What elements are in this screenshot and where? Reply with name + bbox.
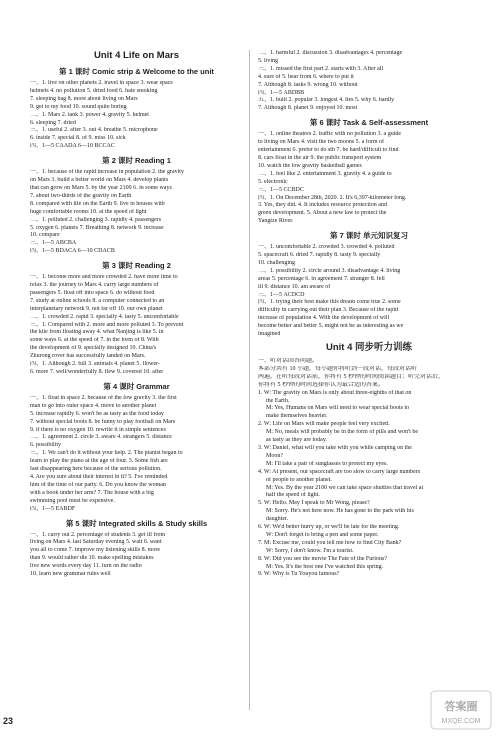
answer-line: that can grow on Mars 5. by the year 2100 6. in some ways [30,184,172,191]
answer-line: 三、1—5 ABCBA [30,240,77,247]
section-heading: 第 6 课时 Task & Self-assessment [309,118,429,128]
answer-line: 一、1. become more and more crowded 2. have more time to [30,274,178,281]
column-divider [249,50,250,710]
answer-line: of people to another planet. [266,476,332,483]
answer-line: 三、1—5 CCBDC [258,186,304,193]
answer-line: daughter. [266,516,289,523]
answer-line: 7. without special boots 8. be funny to play football on Mars [30,418,176,425]
answer-line: difficulty in carrying out their plan 3. Because of the rapid [258,307,399,314]
answer-line: 7. study at online schools 8. a computer connected to an [30,297,165,304]
answer-line: to living on Mars 4. visit the two moons 5. a form of [258,139,384,146]
answer-line: 四、1—5 EABDF [30,505,76,512]
answer-line: on Mars 3. build a better world on Mars 4. develop plants [30,177,169,184]
section-heading: 第 1 课时 Comic strip & Welcome to the unit [59,67,214,76]
answer-line: 一、1. carry out 2. percentage of students 3. get ill from [30,531,166,538]
answer-line: you all to come 7. improve my listening skills 8. more [30,547,160,554]
answer-line: M: Yes, Humans on Mars will need to wear special boots to [266,405,410,412]
answer-line: 一、1. uncomfortable 2. crowded 3. crowded 4. polluted [258,244,395,251]
answer-line: W: Sorry, I don't know. I'm a tourist. [266,547,354,554]
answer-line: him of the time of our party. 6. Do you know the woman [30,481,166,488]
answer-line: 5. electronic [258,178,288,185]
answer-line: 6. inside 7. special 8. of 9. miss 10. sick [30,135,126,142]
answer-line: the development of 9. specially designed 10. China's [30,345,157,352]
answer-line: 3. W: Daniel, what will you take with you while camping on the [258,444,412,451]
answer-line: huge comfortable rooms 10. at the speed of light [30,208,147,215]
answer-line: 6. possibility [30,442,62,449]
watermark-main-text: 答案圈 [444,701,478,713]
answer-line: 10. compare [30,232,60,239]
answer-line: 5. spacecraft 6. dried 7. rapidly 8. tasty 9. specially [258,252,381,259]
answer-line: M: Sorry. He's not here now. He has gone to the park with his [266,508,414,515]
answer-line: 二、1. Mars 2. tank 3. power 4. gravity 5. helmet [30,111,149,118]
answer-line: 一、听对话回答问题。 [258,358,319,364]
answer-line: passengers 5. float off into space 6. do without food [30,289,155,296]
answer-line: M: Yes. By the year 2100 we can take space shuttles that travel at [266,484,424,491]
answer-line: 四、1. On December 28th, 2020. 2. It's 6,397-kilometer long. [258,194,407,201]
page-number: 23 [3,716,14,726]
answer-line: the kite from floating away 4. what Nanjing is like 5. in [30,329,164,336]
answer-line: 5. oxygen 6. planets 7. Breathing 8. network 9. increase [30,224,164,231]
answer-line: some ways 6. at the speed of 7. in the form of 8. With [30,337,159,344]
answer-line: 8. cars float in the air 9. the public transport system [258,154,382,161]
answer-line: 9. if there is no oxygen 10. rewrite it in simple sentences [30,426,166,433]
answer-line: 7. sleeping bag 8. more about living on Mars [30,95,138,102]
answer-line: 7. M: Excuse me, could you tell me how to find City Bank? [258,539,402,546]
answer-line: 二、1. feel like 2. entertainment 3. gravity 4. a guide to [258,170,392,177]
answer-line: 7. Although 8. tasks 9. wrong 10. without [258,81,358,88]
answer-line: become better and better 5. might not be as interesting as we [258,323,404,330]
answer-line: M: I'll take a pair of sunglasses to protect my eyes. [266,460,388,467]
answer-line: 4. Are you sure about their interest in it? 5. I've reminded [30,473,168,480]
answer-line: live new words every day 11. turn on the radio [30,563,142,570]
answer-line: 两遍。在听每段对话前，你将有 5 秒钟的时间阅读题目；听完对话后， [258,373,445,380]
unit-title: Unit 4 同步听力训练 [325,342,413,353]
answer-line: areas 5. percentage 6. in agreement 7. stranger 8. fell [258,275,385,282]
answer-line: W: Don't forget to bring a pen and some paper. [266,531,379,538]
answer-line: Zhurong rover has successfully landed on Mars. [30,353,146,360]
answer-line: 8. compared with life on the Earth 9. live in houses with [30,200,165,207]
answer-line: 9. W: Why is Tu Youyou famous? [258,571,340,578]
answer-line: entertainment 6. prefer to do sth 7. be hard/difficult to find [258,147,399,154]
answer-line: 8. W: Did you see the movie The Fate of the Furious? [258,555,387,562]
answer-line: man to go into outer space 4. move to another planet [30,402,157,409]
unit-title: Unit 4 Life on Mars [94,50,179,61]
answer-line: ill 9. distance 10. am aware of [258,283,331,290]
answer-line: 三、1. useful 2. after 3. out 4. breathe 5. microphone [30,127,158,134]
answer-line: 一、1. online theatres 2. traffic with no pollution 3. a guide [258,131,402,138]
answer-line: 2. W: Life on Mars will make people feel very excited. [258,421,390,428]
answer-line: 1. W: The gravity on Mars is only about three-eighths of that on [258,389,412,396]
answer-line: 三、1. missed the first part 2. starts with 3. After all [258,65,384,72]
answer-line: Moon? [266,452,283,459]
answer-line: 一、1. live on other planets 2. travel in space 3. wear space [30,80,173,86]
answer-line: 四、1. Although 2. full 3. animals 4. planet 5. flower- [30,361,160,368]
answer-line: 本部分共有 10 小题，每小题你将听到一段对话，每段对话听 [258,365,418,372]
answer-line: 一、1. float in space 2. because of the low gravity 3. the first [30,394,177,401]
answer-line: 4. sure of 5. hear from 6. where to put it [258,73,354,80]
answer-line: 一、1. because of the rapid increase in population 2. the gravity [30,169,184,176]
answer-line: 10. watch the low gravity basketball games [258,162,362,169]
answer-line: living on Mars 4. last Saturday evening 5. wait 6. want [30,539,162,546]
answer-line: 二、1. harmful 2. discussion 3. disadvantages 4. percentage [258,50,403,56]
answer-line: make themselves heavier. [266,413,328,420]
left-column [30,50,243,579]
watermark-sub-text: MXQE.COM [441,718,481,725]
answer-line: 10. learn new grammar rules well [30,571,111,578]
answer-line: interplanetary network 9. not far off 10. our own planet [30,305,163,312]
answer-line: 6. sleeping 7. dried [30,119,76,126]
answer-line: 三、1. We can't do it without your help. 2. The pianist began to [30,450,183,457]
answer-line: 5. increase rapidly 6. won't be as tasty as the food today [30,410,164,417]
answer-line: 二、1. polluted 2. challenging 3. rapidly 4. passengers [30,216,162,223]
right-column [258,50,480,579]
answer-line: 四、1—5 BDACA 6—10 CDACB [30,248,115,255]
answer-line: M: No, meals will probably be in the form of pills and won't be [266,429,419,436]
answer-line: than 9. would rather die 10. make spelling mistakes [30,555,154,562]
answer-line: 二、1. possibility 2. circle around 3. disadvantage 4. living [258,267,401,274]
answer-line: with a book under her arm? 7. The house with a big [30,489,154,496]
answer-line: 10. challenging [258,259,295,266]
answer-line: fast disappearing here because of the serious pollution. [30,466,162,473]
answer-line: 3. Yes, they did. 4. It includes resource protection and [258,202,387,209]
answer-line: green development. 5. About a new law to protect the [258,210,387,217]
answer-line: imagined [258,331,281,338]
answer-line: 三、1—5 ACDCD [258,291,305,298]
watermark-logo [430,690,492,730]
section-heading: 第 5 课时 Integrated skills & Study skills [65,518,208,528]
answer-line: 二、1. agreement 2. circle 3. aware 4. strangers 5. distance [30,434,172,441]
section-heading: 第 3 课时 Reading 2 [102,261,171,271]
answer-line: 7. Although 8. planet 9. enjoyed 10. most [258,105,358,112]
section-heading: 第 7 课时 单元知识复习 [330,231,408,241]
answer-line: 五、1. built 2. popular 3. longest 4. lies 5. why 6. hardly [258,97,395,104]
section-heading: 第 2 课时 Reading 1 [102,156,171,166]
answer-line: 四、1—5 ABDBB [258,89,305,96]
answer-line: as tasty as they are today. [266,437,327,444]
answer-line: increase of population 4. With the development of will [258,315,390,322]
answer-line: swimming pool must be expensive. [30,497,115,504]
answer-line: helmets 4. no pollution 5. dried food 6. hate smoking [30,87,158,94]
answer-line: 二、1. crowded 2. rapid 3. specially 4. tasty 5. uncomfortable [30,313,179,320]
answer-line: the Earth. [266,397,290,404]
answer-line: relax 3. the journey to Mars 4. carry large numbers of [30,282,159,289]
answer-line: 你将有 5 秒钟的时间选择你认为最合适的答案。 [258,381,385,388]
answer-line: 6. more 7. well/wonderfully 8. flew 9. covered 10. after [30,369,164,375]
answer-line: 四、1—5 CAADA 6—10 BCCAC [30,143,115,150]
answer-line: learn to play the piano at the age of four. 3. Some fish are [30,458,168,465]
answer-line: 7. about two-thirds of the gravity on Earth [30,192,132,199]
answer-line: M: Yes. It's the best one I've watched this spring. [266,563,384,570]
answer-line: 5. living [258,57,279,64]
answer-line: 4. W: At present, our spacecraft are too slow to carry large numbers [258,468,421,475]
answer-line: 9. get to my food 10. sound quite boring [30,103,127,110]
answer-line: 四、1. trying their best make this dream come true 2. some [258,299,401,306]
section-heading: 第 4 课时 Grammar [103,381,170,391]
answer-line: 6. W: We'd better hurry up, or we'll be late for the meeting. [258,524,400,531]
answer-line: Yangtze River. [258,218,294,225]
answer-line: 三、1. Compared with 2. more and more polluted 3. To prevent [30,321,184,328]
answer-line: half the speed of light. [266,492,320,499]
answer-line: 5. W: Hello. May I speak to Mr Wong, please? [258,500,370,507]
